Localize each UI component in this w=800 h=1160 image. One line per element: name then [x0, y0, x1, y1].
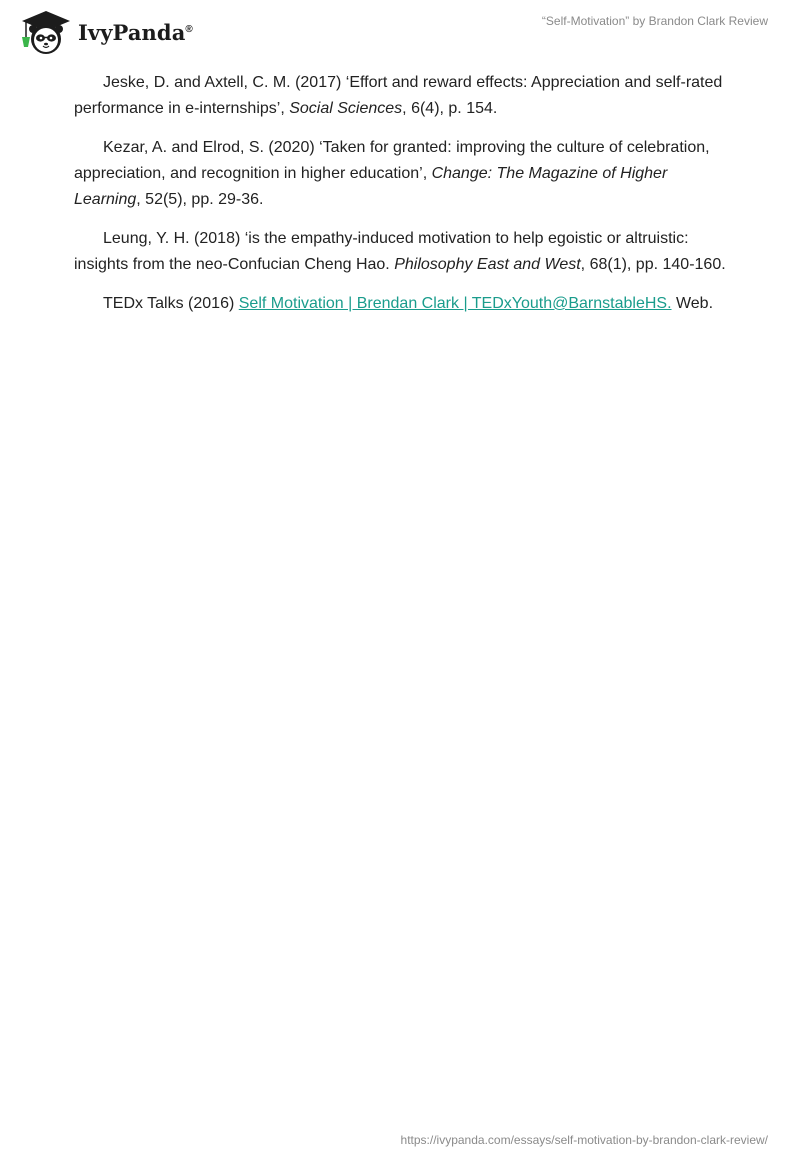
- reference-entry: [74, 291, 726, 317]
- panda-graduation-cap-icon: [14, 7, 76, 57]
- reference-details: , 68(1), pp. 140-160.: [580, 256, 726, 273]
- reference-text: Kezar, A. and Elrod, S. (2020) ‘Taken for granted: improving the culture of celebration, appreciation, and recognition in higher education’,: [74, 139, 710, 182]
- logo-wordmark: [78, 20, 193, 45]
- reference-source-title: Change: The Magazine of Higher Learning: [74, 165, 668, 208]
- reference-details: , 52(5), pp. 29-36.: [136, 191, 264, 208]
- reference-text: Leung, Y. H. (2018) ‘is the empathy-induced motivation to help egoistic or altruistic: insights from the neo-Confucian Cheng Hao.: [74, 230, 689, 273]
- page-header: [0, 0, 800, 60]
- references-list: [74, 70, 726, 330]
- reference-details: Web.: [671, 295, 714, 312]
- reference-entry: [74, 135, 726, 213]
- running-title: “Self-Motivation” by Brandon Clark Review: [541, 14, 768, 28]
- logo-text: IvyPanda: [78, 19, 186, 45]
- registered-mark: ®: [185, 23, 193, 35]
- tedx-video-link[interactable]: Self Motivation | Brendan Clark | TEDxYouth@BarnstableHS.: [238, 295, 672, 312]
- reference-text: Jeske, D. and Axtell, C. M. (2017) ‘Effort and reward effects: Appreciation and self-rated performance in e-internships’,: [74, 74, 723, 117]
- reference-details: , 6(4), p. 154.: [402, 100, 498, 117]
- reference-source-title: Philosophy East and West: [394, 256, 581, 273]
- reference-source-title: Social Sciences: [289, 100, 403, 117]
- source-url: https://ivypanda.com/essays/self-motivation-by-brandon-clark-review/: [400, 1133, 768, 1147]
- ivypanda-logo[interactable]: [14, 8, 193, 56]
- reference-entry: [74, 226, 726, 278]
- reference-text: TEDx Talks (2016): [103, 295, 239, 312]
- reference-entry: [74, 70, 726, 122]
